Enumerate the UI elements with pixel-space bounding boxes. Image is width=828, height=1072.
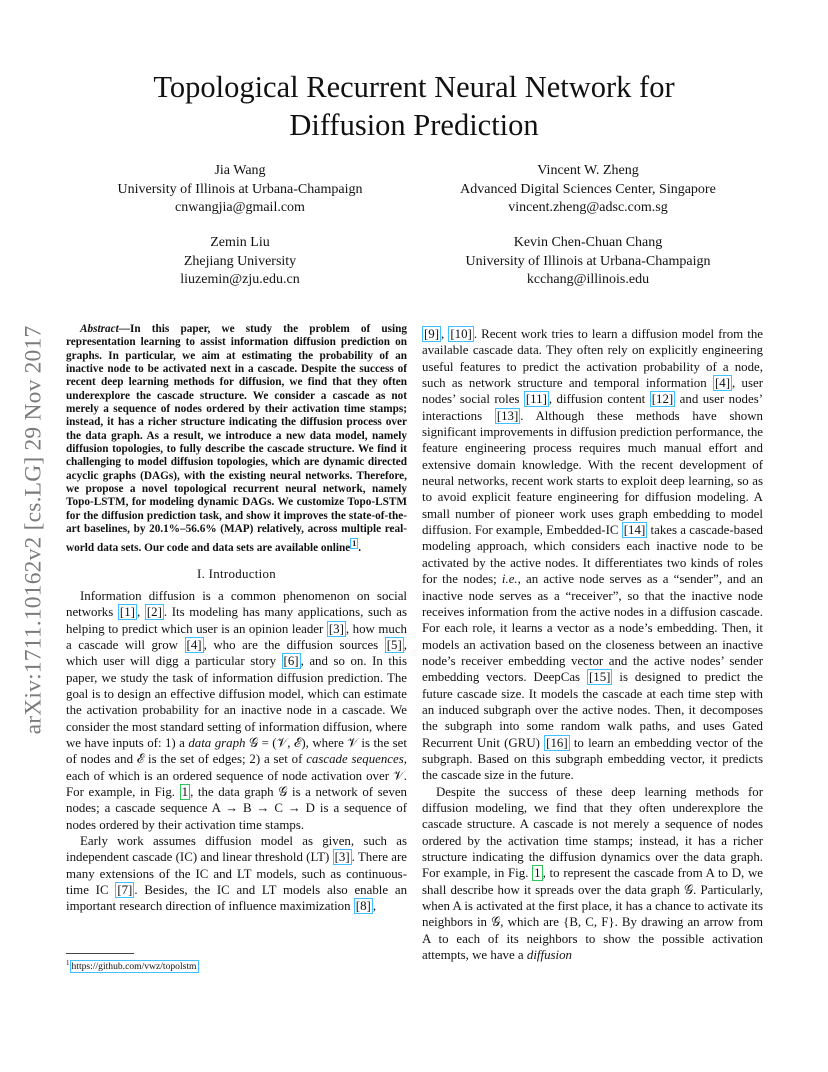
citation-link[interactable]: [5] xyxy=(386,637,402,652)
author-affiliation: University of Illinois at Urbana-Champaign xyxy=(465,253,711,269)
emphasis: data graph xyxy=(188,736,246,751)
author-block-3 xyxy=(60,234,420,290)
citation-link[interactable]: [1] xyxy=(119,605,135,620)
footnote-marker[interactable]: 1 xyxy=(352,538,357,548)
author-name: Kevin Chen-Chuan Chang xyxy=(513,235,663,250)
arxiv-id: arXiv:1711.10162v2 [cs.LG] 29 Nov 2017 xyxy=(20,325,47,735)
paper-title xyxy=(0,68,828,144)
footnote-url-link[interactable]: https://github.com/vwz/topolstm xyxy=(71,961,197,973)
author-email: vincent.zheng@adsc.com.sg xyxy=(508,200,668,215)
title-line-2: Diffusion Prediction xyxy=(289,108,539,142)
emphasis: cascade sequences xyxy=(306,752,404,767)
abstract-end: . xyxy=(358,541,362,554)
intro-paragraph-4: Despite the success of these deep learning methods for diffusion modeling, we find that they often underexplore the cascade structure. A cascade is not merely a sequence of nodes ordered by the activation time stamps; instead, it has a richer structure indicating the diffusion dynamics over the data graph. For example, in Fig. 1 , to represent the cascade from A to D, we shall describe how it spreads over the data graph 𝒢. Particularly, when A is activated at the first place, it has a chance to activate its neighbors in 𝒢, which are {B, C, F}. By drawing an arrow from A to each of its neighbors to show the possible activation attempts, we have a diffusion xyxy=(422,784,763,963)
abstract-label: Abstract xyxy=(80,323,119,335)
citation-link[interactable]: [11] xyxy=(525,392,547,407)
left-column xyxy=(66,323,407,915)
author-affiliation: Zhejiang University xyxy=(183,253,297,269)
citation-link[interactable]: [6] xyxy=(283,654,299,669)
abstract xyxy=(66,323,407,555)
arxiv-stamp xyxy=(14,285,54,775)
citation-link[interactable]: [7] xyxy=(117,883,133,898)
footnote xyxy=(66,957,199,973)
emphasis: diffusion xyxy=(526,948,572,963)
footnote-divider xyxy=(66,953,134,954)
intro-paragraph-1: Information diffusion is a common phenomenon on social networks [1] , [2] . Its modeling has many applications, such as helping to predict which user is an opinion leader [3] , how much a cascade will grow [4] , who are the diffusion sources [5] , which user will digg a particular story [6] , and so on. In this paper, we study the task of information diffusion prediction. The goal is to design an effective diffusion model, which can estimate the activation probability for an inactive node in a cascade. We consider the most standard setting of information diffusion, where we have inputs of: 1) a data graph 𝒢 = (𝒱, ℰ), where 𝒱 is the set of nodes and ℰ is the set of edges; 2) a set of cascade sequences, each of which is an ordered sequence of node activation over 𝒱. For example, in Fig. 1 , the data graph 𝒢 is a network of seven nodes; a cascade sequence A → B → C → D is a sequence of nodes ordered by their activation time stamps. xyxy=(66,588,408,832)
citation-link[interactable]: [8] xyxy=(355,899,371,914)
intro-paragraph-3: [9] , [10] . Recent work tries to learn a diffusion model from the available cascade data. They often rely on explicitly engineering useful features to predict the activation probability of a node, such as network structure and temporal information [4] , user nodes’ social roles [11] , diffusion content [12] and user nodes’ interactions [13] . Although these methods have shown significant improvements in diffusion prediction performance, the feature engineering process requires much manual effort and extensive domain knowledge. With the recent development of neural networks, recent work starts to exploit deep learning, so as to avoid explicit feature engineering for diffusion modeling. A small number of pioneer work uses graph embedding to model diffusion. For example, Embedded-IC [14] takes a cascade-based modeling approach, which considers each inactive node to be activated by the active nodes. It differentiates two kinds of roles for the nodes; i.e., an active node serves as a “sender”, and an inactive node serves as a “receiver”, so that the inactive node receives information from the active nodes in a diffusion cascade. For each role, it learns a vector as a node’s embedding. Then, it models an activation based on the closeness between an inactive node’s receiver embedding vector and the active nodes’ sender embedding vectors. DeepCas [15] is designed to predict the future cascade size. It models the cascade at each time step with an induced subgraph over the active nodes. Then, it decomposes the subgraph into some random walk paths, and uses Gated Recurrent Unit (GRU) [16] to learn an embedding vector of the subgraph. Based on this subgraph embedding vector, it predicts the cascade size in the future. xyxy=(422,327,764,783)
abstract-text: —In this paper, we study the problem of using representation learning to assist information diffusion prediction on graphs. In particular, we aim at estimating the probability of an inactive node to be activated next in a cascade. Despite the success of recent deep learning methods for diffusion, we find that they often underexplore the cascade structure. We consider a cascade as not merely a sequence of nodes ordered by their activation time stamps; instead, it has a richer structure indicating the diffusion process over the data graph. As a result, we introduce a new data model, namely diffusion topologies, to fully describe the cascade structure. We find it challenging to model diffusion topologies, which are dynamic directed acyclic graphs (DAGs), with the existing neural networks. Therefore, we propose a novel topological recurrent neural network, namely Topo-LSTM, for modeling dynamic DAGs. We customize Topo-LSTM for the diffusion prediction task, and show it improves the state-of-the-art baselines, by 20.1%–56.6% (MAP) relatively, across multiple real-world data sets. Our code and data sets are available online xyxy=(66,323,407,554)
author-affiliation: Advanced Digital Sciences Center, Singapore xyxy=(460,181,716,197)
title-line-1: Topological Recurrent Neural Network for xyxy=(153,70,675,104)
section-heading: I. Introduction xyxy=(197,566,276,581)
citation-link[interactable]: [14] xyxy=(623,523,646,538)
author-block-4 xyxy=(408,234,768,290)
citation-link[interactable]: [16] xyxy=(546,735,568,750)
author-name: Jia Wang xyxy=(214,163,266,178)
citation-link[interactable]: [2] xyxy=(146,605,162,620)
citation-link[interactable]: [4] xyxy=(186,637,202,652)
author-block-1 xyxy=(60,162,420,218)
right-column xyxy=(422,326,763,963)
citation-link[interactable]: [4] xyxy=(714,376,731,391)
footnote-mark: 1 xyxy=(66,959,70,967)
author-name: Zemin Liu xyxy=(210,235,270,250)
intro-paragraph-2: Early work assumes diffusion model as given, such as independent cascade (IC) and linear threshold (LT) [3] . There are many extensions of the IC and LT models, such as continuous-time IC [7] . Besides, the IC and LT models also enable an important research direction of influence maximization [8] , xyxy=(66,834,408,914)
citation-link[interactable]: [3] xyxy=(334,850,350,865)
author-email: liuzemin@zju.edu.cn xyxy=(180,272,300,287)
citation-link[interactable]: [15] xyxy=(588,670,611,685)
citation-link[interactable]: [9] xyxy=(424,327,440,341)
citation-link[interactable]: [10] xyxy=(450,327,472,341)
author-email: kcchang@illinois.edu xyxy=(526,272,650,287)
author-block-2 xyxy=(408,162,768,218)
citation-link[interactable]: [12] xyxy=(651,392,674,407)
citation-link[interactable]: [3] xyxy=(328,621,344,636)
citation-link[interactable]: [13] xyxy=(496,408,519,423)
figure-link[interactable]: 1 xyxy=(534,866,541,881)
emphasis: i.e. xyxy=(501,572,518,587)
author-email: cnwangjia@gmail.com xyxy=(175,200,305,215)
author-affiliation: University of Illinois at Urbana-Champaign xyxy=(117,181,363,197)
author-name: Vincent W. Zheng xyxy=(537,163,639,178)
figure-link[interactable]: 1 xyxy=(181,785,189,800)
